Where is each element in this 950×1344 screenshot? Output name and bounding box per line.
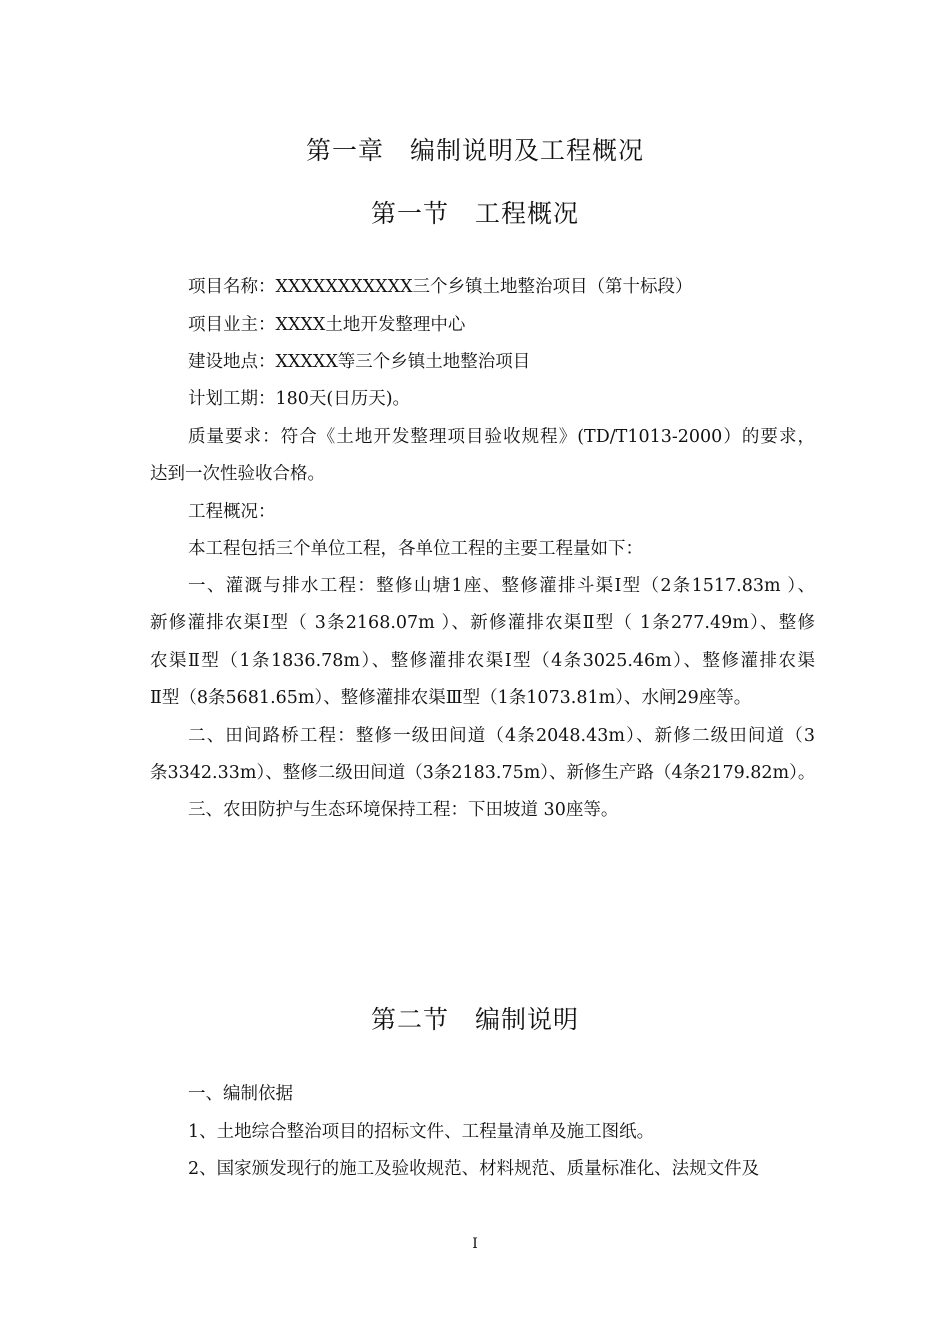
project-location: 建设地点：XXXXX等三个乡镇土地整治项目 <box>188 352 531 372</box>
page-number: I <box>472 1236 478 1252</box>
overview-label: 工程概况： <box>188 502 276 522</box>
irrigation-item-line3: 农渠Ⅱ型（1条1836.78m）、整修灌排农渠Ⅰ型（4条3025.46m）、整修灌排农渠 <box>150 651 815 671</box>
section-title-overview: 第一节 工程概况 <box>370 199 579 228</box>
project-owner: 项目业主：XXXX土地开发整理中心 <box>188 315 466 335</box>
quality-requirement-line2: 达到一次性验收合格。 <box>150 464 325 484</box>
irrigation-item-line1: 一、灌溉与排水工程：整修山塘1座、整修灌排斗渠Ⅰ型（2条1517.83m ）、 <box>188 576 815 596</box>
protection-item-line1: 三、农田防护与生态环境保持工程：下田坡道 30座等。 <box>188 800 619 820</box>
chapter-title: 第一章 编制说明及工程概况 <box>305 136 644 165</box>
basis-item-1: 1、土地综合整治项目的招标文件、工程量清单及施工图纸。 <box>188 1122 655 1142</box>
irrigation-item-line4: Ⅱ型（8条5681.65m）、整修灌排农渠Ⅲ型（1条1073.81m）、水闸29座等。 <box>150 688 752 708</box>
road-item-line2: 条3342.33m）、整修二级田间道（3条2183.75m）、新修生产路（4条2179.82m）。 <box>150 763 816 783</box>
quality-requirement-line1: 质量要求：符合《土地开发整理项目验收规程》(TD/T1013-2000）的要求， <box>188 427 815 447</box>
basis-item-2: 2、国家颁发现行的施工及验收规范、材料规范、质量标准化、法规文件及 <box>188 1159 760 1179</box>
basis-title: 一、编制依据 <box>188 1084 293 1104</box>
overview-intro: 本工程包括三个单位工程，各单位工程的主要工程量如下： <box>188 539 643 559</box>
section-title-compilation: 第二节 编制说明 <box>370 1005 579 1034</box>
project-name: 项目名称：XXXXXXXXXXX三个乡镇土地整治项目（第十标段） <box>188 277 693 297</box>
road-item-line1: 二、田间路桥工程：整修一级田间道（4条2048.43m）、新修二级田间道（3 <box>188 726 815 746</box>
project-schedule: 计划工期：180天(日历天)。 <box>188 389 411 409</box>
irrigation-item-line2: 新修灌排农渠Ⅰ型（ 3条2168.07m ）、新修灌排农渠Ⅱ型（ 1条277.49m）、整修 <box>150 613 815 633</box>
